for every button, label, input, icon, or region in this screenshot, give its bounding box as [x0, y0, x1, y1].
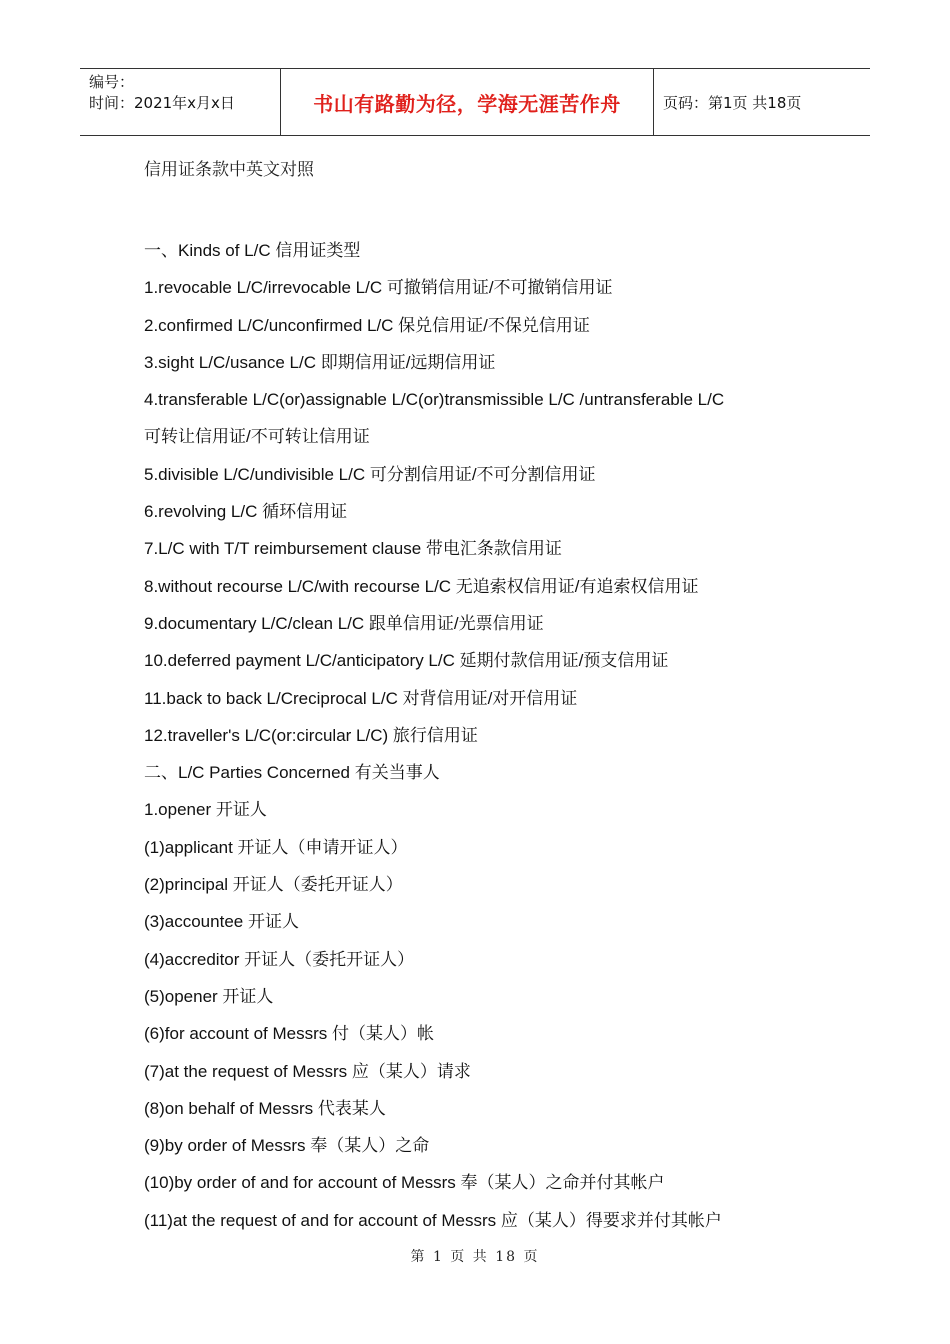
document-line: 二、L/C Parties Concerned 有关当事人	[144, 763, 440, 783]
document-line: 1.revocable L/C/irrevocable L/C 可撤销信用证/不可撤销信用证	[144, 278, 613, 298]
document-line: 8.without recourse L/C/with recourse L/C 无追索权信用证/有追索权信用证	[144, 576, 699, 596]
document-line: 2.confirmed L/C/unconfirmed L/C 保兑信用证/不保兑信用证	[144, 315, 590, 335]
document-line: 3.sight L/C/usance L/C 即期信用证/远期信用证	[144, 352, 496, 372]
document-line: 12.traveller's L/C(or:circular L/C) 旅行信用证	[144, 725, 478, 745]
number-label: 编号：	[89, 73, 135, 91]
document-line: (11)at the request of and for account of Messrs 应（某人）得要求并付其帐户	[144, 1210, 722, 1230]
document-line: (3)accountee 开证人	[144, 912, 299, 932]
document-line: (10)by order of and for account of Messrs 奉（某人）之命并付其帐户	[144, 1173, 665, 1193]
document-line: (8)on behalf of Messrs 代表某人	[144, 1098, 386, 1118]
document-line: 11.back to back L/Creciprocal L/C 对背信用证/对开信用证	[144, 688, 578, 708]
document-body	[144, 154, 844, 1239]
document-line: (6)for account of Messrs 付（某人）帐	[144, 1024, 435, 1044]
header-page-label: 页码：第1页 共18页	[663, 93, 802, 112]
date-label: 时间：2021年x月x日	[89, 94, 235, 112]
document-line: 6.revolving L/C 循环信用证	[144, 502, 348, 522]
document-line: 4.transferable L/C(or)assignable L/C(or)transmissible L/C /untransferable L/C	[144, 390, 725, 410]
document-line: (5)opener 开证人	[144, 986, 274, 1006]
document-line: (4)accreditor 开证人（委托开证人）	[144, 949, 415, 969]
page-footer: 第 1 页 共 18 页	[410, 1249, 540, 1265]
document-line: (9)by order of Messrs 奉（某人）之命	[144, 1136, 430, 1156]
header-table	[80, 68, 870, 136]
document-line: 9.documentary L/C/clean L/C 跟单信用证/光票信用证	[144, 613, 544, 633]
document-line: 1.opener 开证人	[144, 800, 267, 820]
header-meta	[80, 69, 281, 135]
document-line: 5.divisible L/C/undivisible L/C 可分割信用证/不可分割信用证	[144, 464, 596, 484]
document-line: 一、Kinds of L/C 信用证类型	[144, 241, 361, 260]
document-lines	[144, 232, 844, 1239]
document-title: 信用证条款中英文对照	[144, 160, 314, 180]
document-line: (2)principal 开证人（委托开证人）	[144, 875, 403, 895]
document-line: (7)at the request of Messrs 应（某人）请求	[144, 1061, 471, 1081]
document-line: (1)applicant 开证人（申请开证人）	[144, 837, 408, 857]
document-line: 可转让信用证/不可转让信用证	[144, 427, 370, 447]
document-line: 7.L/C with T/T reimbursement clause 带电汇条款信用证	[144, 539, 562, 559]
header-motto: 书山有路勤为径，学海无涯苦作舟	[281, 69, 654, 135]
document-line: 10.deferred payment L/C/anticipatory L/C 延期付款信用证/预支信用证	[144, 651, 669, 671]
